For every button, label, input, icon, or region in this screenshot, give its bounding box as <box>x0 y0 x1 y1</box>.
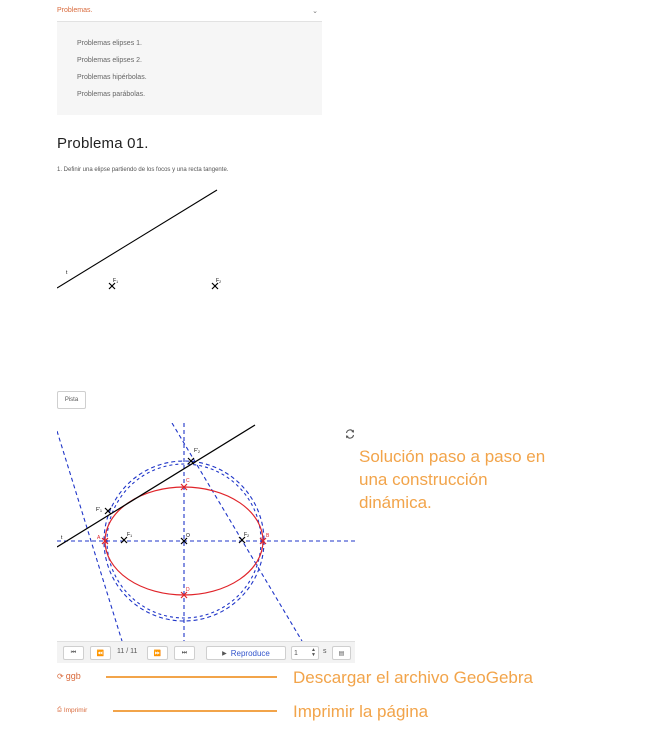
label-t: t <box>66 270 68 276</box>
geogebra-applet[interactable] <box>57 423 357 663</box>
download-annotation-line <box>106 676 277 678</box>
tangent-line <box>57 190 217 288</box>
speed-unit: s <box>323 648 327 655</box>
perpendicular-line-f2 <box>172 423 302 641</box>
geogebra-logo-icon: ⟳ <box>57 671 64 681</box>
print-annotation: Imprimir la página <box>293 702 429 721</box>
label-f1p: $F'_1$ <box>96 507 102 513</box>
previous-step-button[interactable] <box>90 646 111 660</box>
skip-start-icon: ⏮ <box>70 649 77 656</box>
label-b: B <box>266 533 270 539</box>
accordion-item[interactable]: Problemas elipses 2. <box>77 57 142 64</box>
accordion-item[interactable]: Problemas parábolas. <box>77 91 146 98</box>
download-ggb-link[interactable] <box>57 671 81 681</box>
label-f1: $F_1$ <box>113 278 119 284</box>
speed-stepper[interactable] <box>291 646 319 660</box>
chevron-down-icon[interactable]: ⌄ <box>312 7 318 15</box>
play-button[interactable] <box>206 646 286 660</box>
label-f1: $F_1$ <box>127 532 133 538</box>
label-d: D <box>186 587 190 593</box>
label-f2: $F_2$ <box>244 532 250 538</box>
play-label: Reproduce <box>230 648 270 658</box>
accordion-title[interactable]: Problemas. <box>57 7 93 14</box>
speed-value[interactable]: 1 <box>294 649 298 657</box>
table-icon: ▤ <box>338 650 345 657</box>
play-icon: ▶ <box>222 650 227 657</box>
ggb-link-label: ggb <box>65 671 81 681</box>
label-c: C <box>186 478 190 484</box>
step-counter: 11 / 11 <box>117 648 138 655</box>
problems-accordion <box>57 0 322 115</box>
perpendicular-line-f1 <box>57 431 122 641</box>
last-step-button[interactable] <box>174 646 195 660</box>
refresh-icon[interactable] <box>344 428 356 440</box>
label-f2p: $F'_2$ <box>194 448 200 454</box>
stepper-arrows-icon[interactable]: ▲ ▼ <box>311 647 316 658</box>
download-annotation: Descargar el archivo GeoGebra <box>293 668 534 687</box>
print-link-label: Imprimir <box>63 707 88 714</box>
first-step-button[interactable] <box>63 646 84 660</box>
skip-end-icon: ⏭ <box>181 649 188 656</box>
fast-forward-icon: ⏩ <box>153 650 162 657</box>
label-f2: $F_2$ <box>216 278 222 284</box>
construction-figure <box>57 423 357 641</box>
printer-icon: ⎙ <box>57 707 62 713</box>
applet-toolbar <box>57 641 355 663</box>
tangent-line <box>57 425 255 547</box>
accordion-list <box>57 22 322 103</box>
accordion-item[interactable]: Problemas elipses 1. <box>77 40 142 47</box>
label-a: A <box>97 535 101 541</box>
problem-title: Problema 01. <box>57 135 149 152</box>
label-o: O <box>186 533 190 539</box>
print-link[interactable] <box>57 707 87 714</box>
print-annotation-line <box>113 710 277 712</box>
statement-figure <box>57 185 257 295</box>
accordion-header[interactable] <box>57 0 322 22</box>
next-step-button[interactable] <box>147 646 168 660</box>
accordion-item[interactable]: Problemas hipérbolas. <box>77 74 147 81</box>
label-t: t <box>61 535 63 541</box>
construction-protocol-button[interactable] <box>332 646 351 660</box>
problem-description: 1. Definir una elipse partiendo de los focos y una recta tangente. <box>57 167 229 173</box>
rewind-icon: ⏪ <box>96 650 105 657</box>
solution-annotation: Solución paso a paso en una construcción dinámica. <box>359 447 546 512</box>
hint-button[interactable]: Pista <box>57 391 86 409</box>
